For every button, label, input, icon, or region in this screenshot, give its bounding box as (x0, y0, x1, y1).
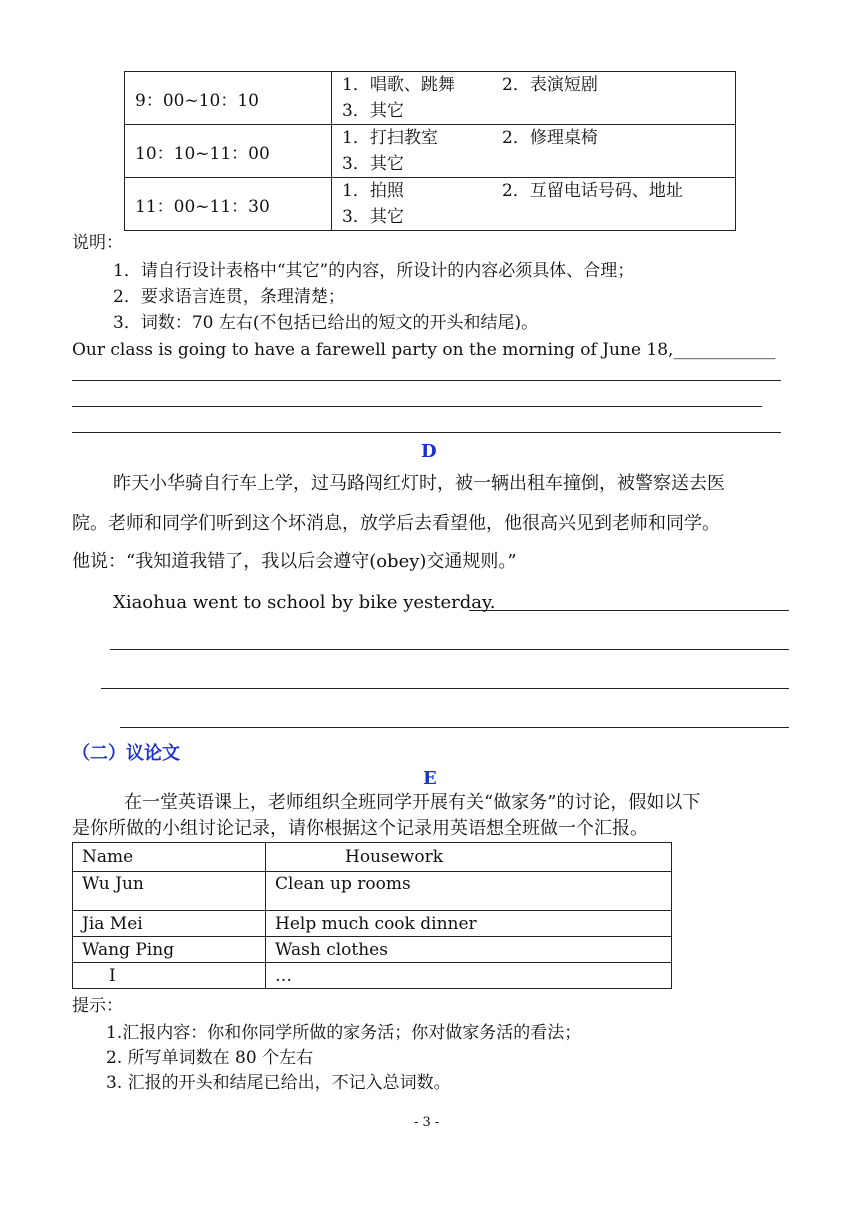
hint-item: 3. 汇报的开头和结尾已给出，不记入总词数。 (106, 1073, 451, 1093)
note-item: 1．请自行设计表格中“其它”的内容，所设计的内容必须具体、合理； (113, 261, 635, 281)
activities-cell (332, 125, 736, 178)
activity-1: 1．打扫教室 (342, 128, 438, 148)
hint-item: 1.汇报内容：你和你同学所做的家务活；你对做家务活的看法； (106, 1023, 582, 1043)
activity-3: 3．其它 (342, 101, 404, 121)
table-row (125, 178, 736, 231)
task-cell: … (266, 963, 672, 989)
answer-line (101, 688, 789, 689)
table-row (73, 963, 672, 989)
section-d-starter: Xiaohua went to school by bike yesterday. (113, 592, 496, 613)
task-cell: Wash clothes (266, 937, 672, 963)
answer-line (72, 380, 781, 381)
answer-line (72, 406, 762, 407)
section-d-paragraph: 昨天小华骑自行车上学，过马路闯红灯时，被一辆出租车撞倒，被警察送去医 (113, 473, 725, 494)
section-e-heading: E (423, 768, 437, 789)
name-cell: Wu Jun (73, 872, 266, 911)
note-item: 2．要求语言连贯，条理清楚； (113, 287, 345, 307)
note-item: 3．词数：70 左右(不包括已给出的短文的开头和结尾)。 (113, 313, 539, 333)
name-cell: I (73, 963, 266, 989)
section-two-title: （二）议论文 (72, 743, 180, 764)
page-number: - 3 - (414, 1115, 440, 1130)
task-cell: Clean up rooms (266, 872, 672, 911)
section-d-heading: D (421, 441, 437, 462)
answer-line (469, 610, 789, 611)
activity-2: 2．表演短剧 (502, 75, 598, 95)
housework-table (72, 842, 672, 989)
activity-1: 1．拍照 (342, 181, 404, 201)
activity-2: 2．修理桌椅 (502, 128, 598, 148)
activity-3: 3．其它 (342, 154, 404, 174)
task-cell: Help much cook dinner (266, 911, 672, 937)
table-row (73, 872, 672, 911)
section-d-paragraph: 院。老师和同学们听到这个坏消息，放学后去看望他，他很高兴见到老师和同学。 (72, 513, 720, 534)
section-d-paragraph: 他说：“我知道我错了，我以后会遵守(obey)交通规则。” (72, 551, 517, 572)
name-cell: Wang Ping (73, 937, 266, 963)
schedule-table (124, 71, 736, 231)
table-header-row (73, 843, 672, 872)
time-cell: 11：00~11：30 (125, 178, 332, 231)
answer-line (120, 727, 789, 728)
activity-2: 2．互留电话号码、地址 (502, 181, 683, 201)
table-row (73, 937, 672, 963)
activities-cell (332, 72, 736, 125)
table-row (125, 72, 736, 125)
hints-label: 提示： (72, 996, 123, 1016)
header-name: Name (73, 843, 266, 872)
activity-1: 1．唱歌、跳舞 (342, 75, 455, 95)
table-row (125, 125, 736, 178)
time-cell: 9：00~10：10 (125, 72, 332, 125)
notes-label: 说明： (72, 233, 123, 253)
name-cell: Jia Mei (73, 911, 266, 937)
table-row (73, 911, 672, 937)
section-e-paragraph: 是你所做的小组讨论记录，请你根据这个记录用英语想全班做一个汇报。 (72, 818, 648, 839)
essay-starter: Our class is going to have a farewell party on the morning of June 18,____________ (72, 340, 776, 360)
time-cell: 10：10~11：00 (125, 125, 332, 178)
section-e-paragraph: 在一堂英语课上，老师组织全班同学开展有关“做家务”的讨论，假如以下 (124, 792, 701, 813)
answer-line (110, 649, 789, 650)
header-housework: Housework (266, 843, 672, 872)
answer-line (72, 432, 781, 433)
activity-3: 3．其它 (342, 207, 404, 227)
hint-item: 2. 所写单词数在 80 个左右 (106, 1048, 314, 1068)
activities-cell (332, 178, 736, 231)
